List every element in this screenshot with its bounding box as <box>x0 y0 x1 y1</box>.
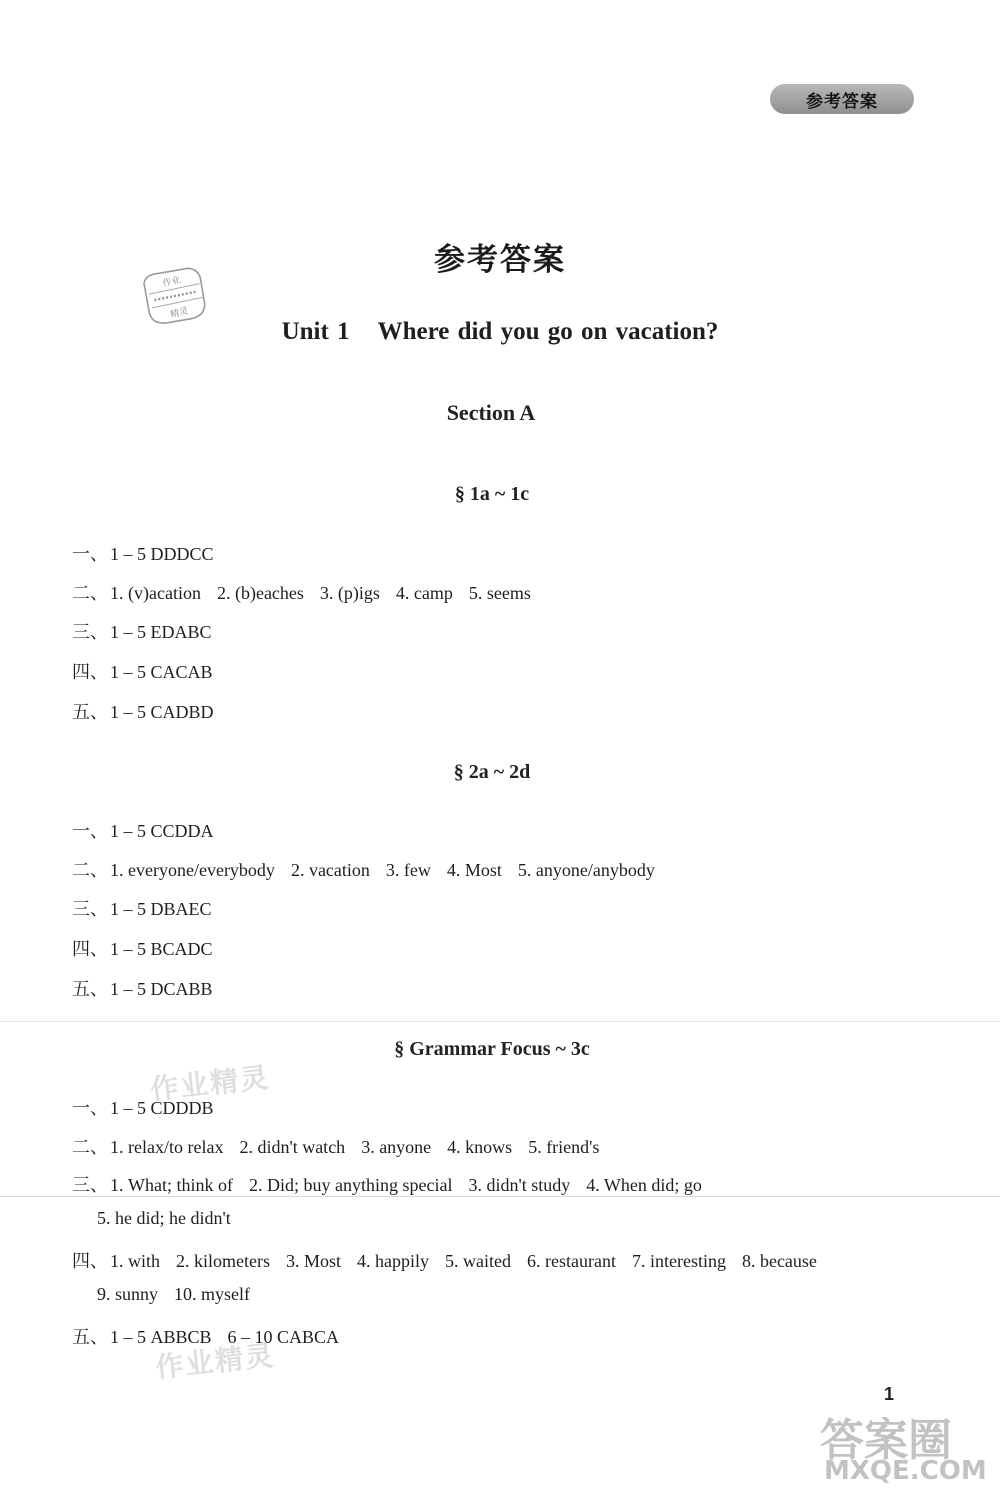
site-logo <box>820 1404 992 1484</box>
watermark: 作业精灵 <box>153 1338 277 1385</box>
answer-line: 四、 1 – 5 BCADC <box>72 939 213 959</box>
unit-number: Unit 1 <box>281 318 350 345</box>
answer-line: 四、 1 – 5 CACAB <box>72 662 213 682</box>
answer-line: 一、 1 – 5 CDDDB <box>72 1098 214 1118</box>
part-heading: § 1a ~ 1c <box>454 483 530 505</box>
answer-line: 三、 1 – 5 EDABC <box>72 622 212 642</box>
answer-line: 5. he did; he didn't <box>97 1208 231 1228</box>
site-logo-url: MXQE.COM <box>824 1456 987 1486</box>
answer-line: 二、 1. everyone/everybody 2. vacation 3. few 4. Most 5. anyone/anybody <box>72 860 655 880</box>
watermark: 作业精灵 <box>148 1060 272 1107</box>
answer-line: 二、 1. relax/to relax 2. didn't watch 3. anyone 4. knows 5. friend's <box>72 1137 600 1157</box>
answer-line: 9. sunny 10. myself <box>97 1284 251 1304</box>
svg-text:精灵: 精灵 <box>169 306 190 321</box>
answer-line: 五、 1 – 5 DCABB <box>72 979 213 999</box>
answer-line: 一、 1 – 5 CCDDA <box>72 821 214 841</box>
divider <box>0 1196 1000 1197</box>
divider <box>0 1021 1000 1022</box>
answer-line: 一、 1 – 5 DDDCC <box>72 544 214 564</box>
site-logo-text: 答案圈 <box>820 1415 952 1466</box>
page-title: 参考答案 <box>434 242 566 278</box>
unit-title-text: Where did you go on vacation? <box>377 318 719 345</box>
header-tab: 参考答案 <box>770 84 914 114</box>
answer-line: 三、 1 – 5 DBAEC <box>72 899 212 919</box>
svg-text:作业: 作业 <box>161 275 182 290</box>
part-heading: § 2a ~ 2d <box>453 761 531 783</box>
answer-line: 四、 1. with 2. kilometers 3. Most 4. happily 5. waited 6. restaurant 7. interesting 8. because <box>72 1251 817 1271</box>
answer-line: 三、 1. What; think of 2. Did; buy anything special 3. didn't study 4. When did; go <box>72 1175 702 1195</box>
answer-line: 五、 1 – 5 ABBCB 6 – 10 CABCA <box>72 1327 340 1347</box>
answer-line: 二、 1. (v)acation 2. (b)eaches 3. (p)igs 4. camp 5. seems <box>72 583 531 603</box>
unit-heading <box>0 318 1000 346</box>
answer-line: 五、 1 – 5 CADBD <box>72 702 214 722</box>
section-heading: Section A <box>446 400 536 425</box>
part-heading: § Grammar Focus ~ 3c <box>394 1038 590 1060</box>
page-number: 1 <box>884 1384 895 1404</box>
